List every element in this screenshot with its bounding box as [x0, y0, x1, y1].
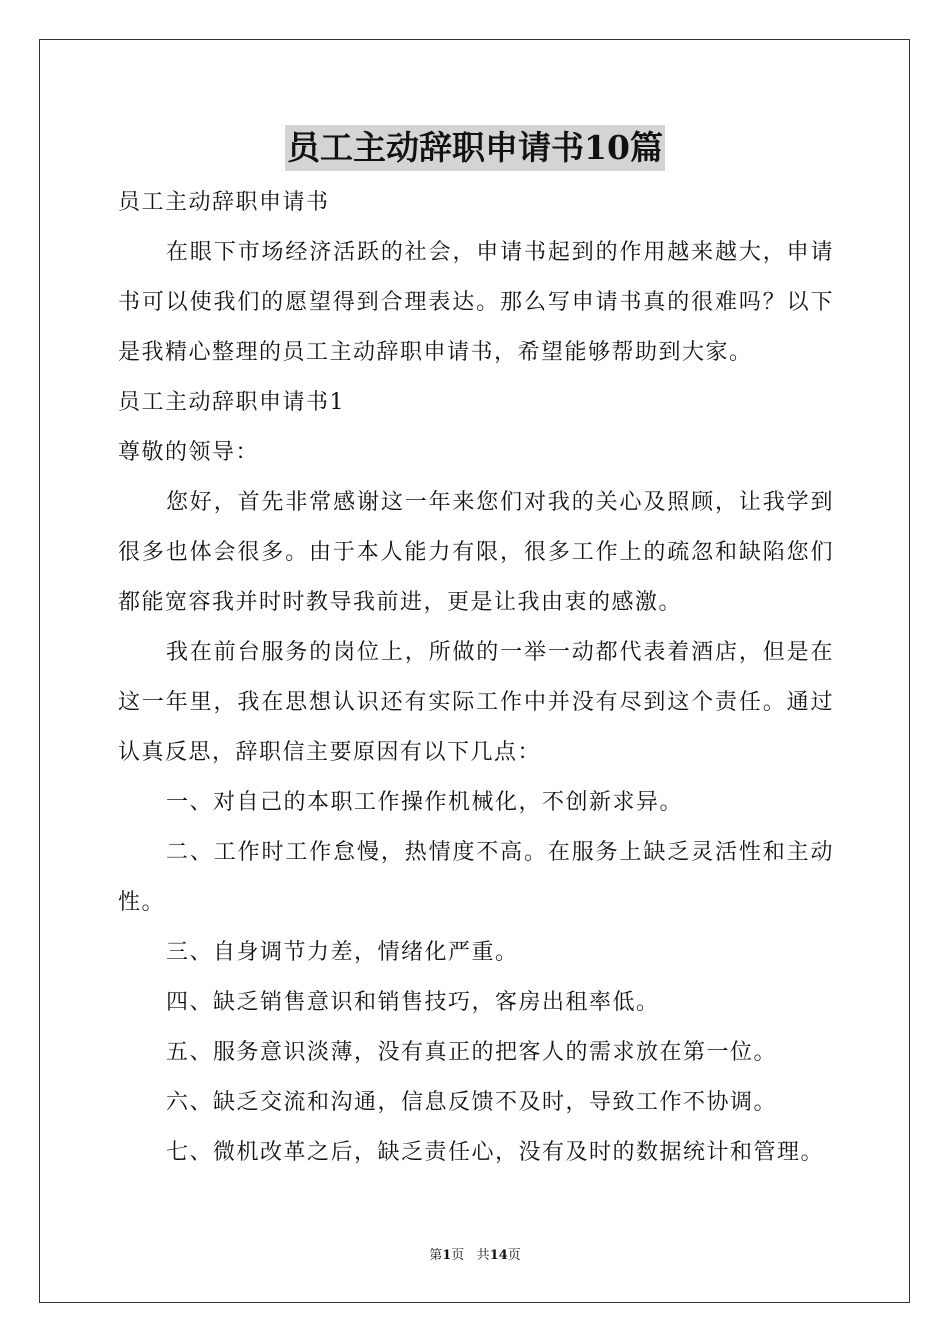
document-body — [118, 178, 834, 1178]
salutation: 尊敬的领导： — [118, 440, 260, 465]
page-footer — [0, 1247, 950, 1265]
page-prefix: 第 — [429, 1248, 443, 1263]
reason-item: 二、工作时工作怠慢，热情度不高。在服务上缺乏灵活性和主动性。 — [118, 840, 834, 915]
reason-item: 七、微机改革之后，缺乏责任心，没有及时的数据统计和管理。 — [166, 1140, 825, 1165]
title-container — [0, 125, 950, 171]
reason-item: 三、自身调节力差，情绪化严重。 — [166, 940, 519, 965]
document-title: 员工主动辞职申请书10篇 — [285, 125, 665, 171]
total-prefix: 共 — [476, 1248, 490, 1263]
reason-item: 六、缺乏交流和沟通，信息反馈不及时，导致工作不协调。 — [166, 1090, 778, 1115]
total-pages: 14 — [489, 1248, 508, 1263]
body-paragraph: 您好，首先非常感谢这一年来您们对我的关心及照顾，让我学到很多也体会很多。由于本人能力有限，很多工作上的疏忽和缺陷您们都能宽容我并时时教导我前进，更是让我由衷的感激。 — [118, 490, 834, 615]
intro-paragraph: 在眼下市场经济活跃的社会，申请书起到的作用越来越大，申请书可以使我们的愿望得到合理表达。那么写申请书真的很难吗？以下是我精心整理的员工主动辞职申请书，希望能够帮助到大家。 — [118, 240, 834, 365]
reason-item: 一、对自己的本职工作操作机械化，不创新求异。 — [166, 790, 684, 815]
document-subtitle: 员工主动辞职申请书 — [118, 190, 330, 215]
page-suffix: 页 — [451, 1248, 465, 1263]
reason-item: 四、缺乏销售意识和销售技巧，客房出租率低。 — [166, 990, 660, 1015]
reason-item: 五、服务意识淡薄，没有真正的把客人的需求放在第一位。 — [166, 1040, 778, 1065]
body-paragraph: 我在前台服务的岗位上，所做的一举一动都代表着酒店，但是在这一年里，我在思想认识还有实际工作中并没有尽到这个责任。通过认真反思，辞职信主要原因有以下几点： — [118, 640, 834, 765]
page-number: 1 — [442, 1248, 452, 1263]
section-heading: 员工主动辞职申请书1 — [118, 390, 345, 415]
total-suffix: 页 — [507, 1248, 521, 1263]
